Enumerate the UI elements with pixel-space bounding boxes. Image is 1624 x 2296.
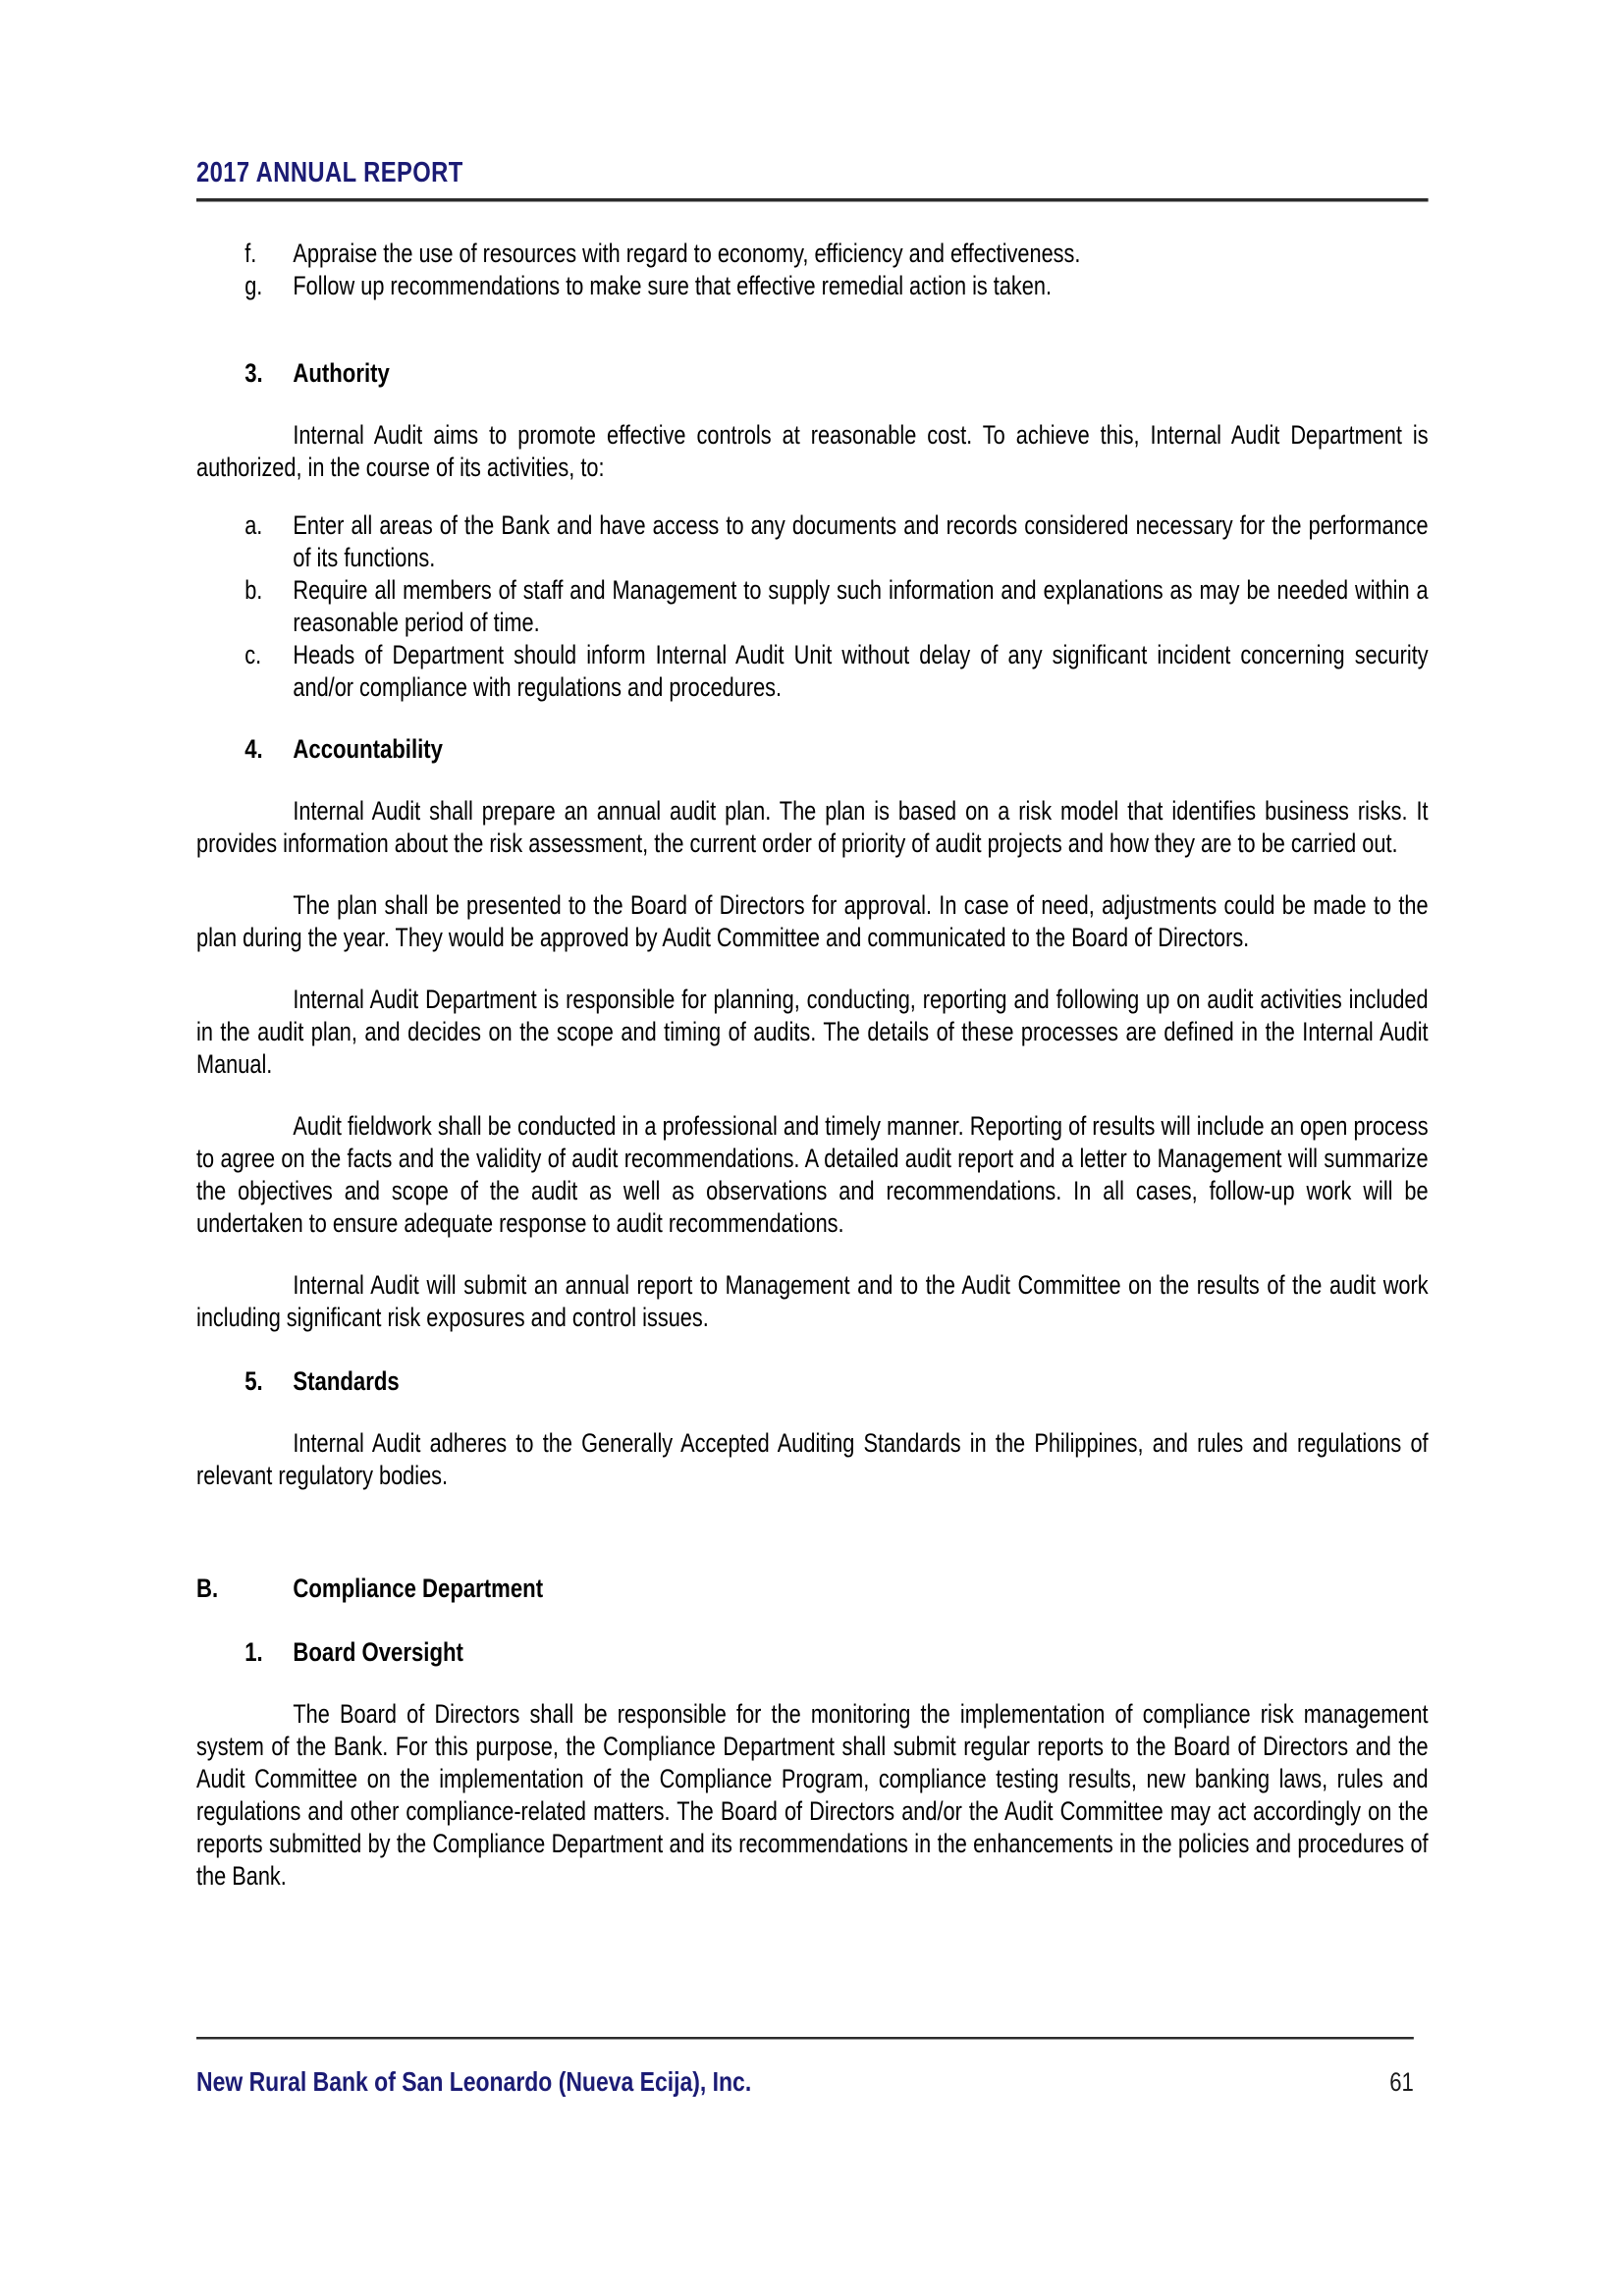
section-heading-board-oversight: [196, 1636, 1429, 1669]
page-number: 61: [1389, 2067, 1414, 2097]
page-footer: [196, 2037, 1429, 2099]
authority-list: [196, 509, 1429, 704]
list-item-text: Follow up recommendations to make sure that effective remedial action is taken.: [293, 271, 1053, 300]
paragraph-authority-intro: Internal Audit aims to promote effective controls at reasonable cost. To achieve this, Internal Audit Department is authorized, in the course of its activities, to:: [196, 420, 1429, 482]
page-content: [196, 157, 1429, 1893]
section-number: 5.: [244, 1366, 263, 1396]
footer-bank-name: New Rural Bank of San Leonardo (Nueva Ecija), Inc.: [196, 2066, 752, 2097]
list-item-text: Appraise the use of resources with regard to economy, efficiency and effectiveness.: [293, 239, 1081, 268]
report-header-title: 2017 ANNUAL REPORT: [196, 157, 463, 188]
section-title: Accountability: [293, 734, 443, 764]
list-item-g: [196, 270, 1429, 302]
section-number: 3.: [244, 358, 263, 388]
list-item-text: Heads of Department should inform Internal Audit Unit without delay of any significant incident concerning security and/or compliance with regulations and procedures.: [293, 640, 1429, 702]
section-title: Compliance Department: [293, 1574, 544, 1603]
list-marker: a.: [244, 510, 263, 540]
section-heading-accountability: [196, 733, 1429, 766]
section-title: Standards: [293, 1366, 400, 1396]
section-heading-authority: [196, 357, 1429, 390]
paragraph-accountability-3: Internal Audit Department is responsible for planning, conducting, reporting and following up on audit activities included in the audit plan, and decides on the scope and timing of audits. The details of these processes are defined in the Internal Audit Manual.: [196, 985, 1429, 1079]
paragraph-standards: Internal Audit adheres to the Generally Accepted Auditing Standards in the Philippines, and rules and regulations of relevant regulatory bodies.: [196, 1428, 1429, 1490]
list-item-a: [196, 509, 1429, 574]
list-marker: b.: [244, 575, 263, 605]
paragraph-accountability-2: The plan shall be presented to the Board of Directors for approval. In case of need, adjustments could be made to the plan during the year. They would be approved by Audit Committee and communicated to the Board of Directors.: [196, 890, 1429, 952]
section-number: 1.: [244, 1637, 263, 1667]
paragraph-accountability-4: Audit fieldwork shall be conducted in a professional and timely manner. Reporting of results will include an open process to agree on the facts and the validity of audit recommendations. A detailed audit report and a letter to Management will summarize the objectives and scope of the audit as well as observations and recommendations. In all cases, follow-up work will be undertaken to ensure adequate response to audit recommendations.: [196, 1111, 1429, 1238]
list-marker: f.: [244, 239, 257, 268]
list-item-text: Enter all areas of the Bank and have access to any documents and records considered necessary for the performance of its functions.: [293, 510, 1429, 572]
list-item-text: Require all members of staff and Management to supply such information and explanations as may be needed within a reasonable period of time.: [293, 575, 1429, 637]
section-heading-compliance-department: [196, 1573, 1429, 1605]
section-title: Authority: [293, 358, 390, 388]
paragraph-accountability-1: Internal Audit shall prepare an annual audit plan. The plan is based on a risk model that identifies business risks. It provides information about the risk assessment, the current order of priority of audit projects and how they are to be carried out.: [196, 796, 1429, 858]
list-marker: c.: [244, 640, 262, 669]
list-item-f: [196, 238, 1429, 270]
header-rule: [196, 198, 1429, 202]
list-item-b: [196, 574, 1429, 639]
paragraph-board-oversight: The Board of Directors shall be responsible for the monitoring the implementation of compliance risk management system of the Bank. For this purpose, the Compliance Department shall submit regular reports to the Board of Directors and the Audit Committee on the implementation of the Compliance Program, compliance testing results, new banking laws, rules and regulations and other compliance-related matters. The Board of Directors and/or the Audit Committee may act accordingly on the reports submitted by the Compliance Department and its recommendations in the enhancements in the policies and procedures of the Bank.: [196, 1699, 1429, 1891]
footer-row: [196, 2065, 1414, 2099]
section-heading-standards: [196, 1365, 1429, 1398]
list-item-c: [196, 639, 1429, 704]
section-number: 4.: [244, 734, 263, 764]
section-letter: B.: [196, 1574, 219, 1603]
paragraph-accountability-5: Internal Audit will submit an annual report to Management and to the Audit Committee on the results of the audit work including significant risk exposures and control issues.: [196, 1270, 1429, 1332]
section-title: Board Oversight: [293, 1637, 463, 1667]
footer-rule: [196, 2037, 1414, 2040]
list-marker: g.: [244, 271, 263, 300]
